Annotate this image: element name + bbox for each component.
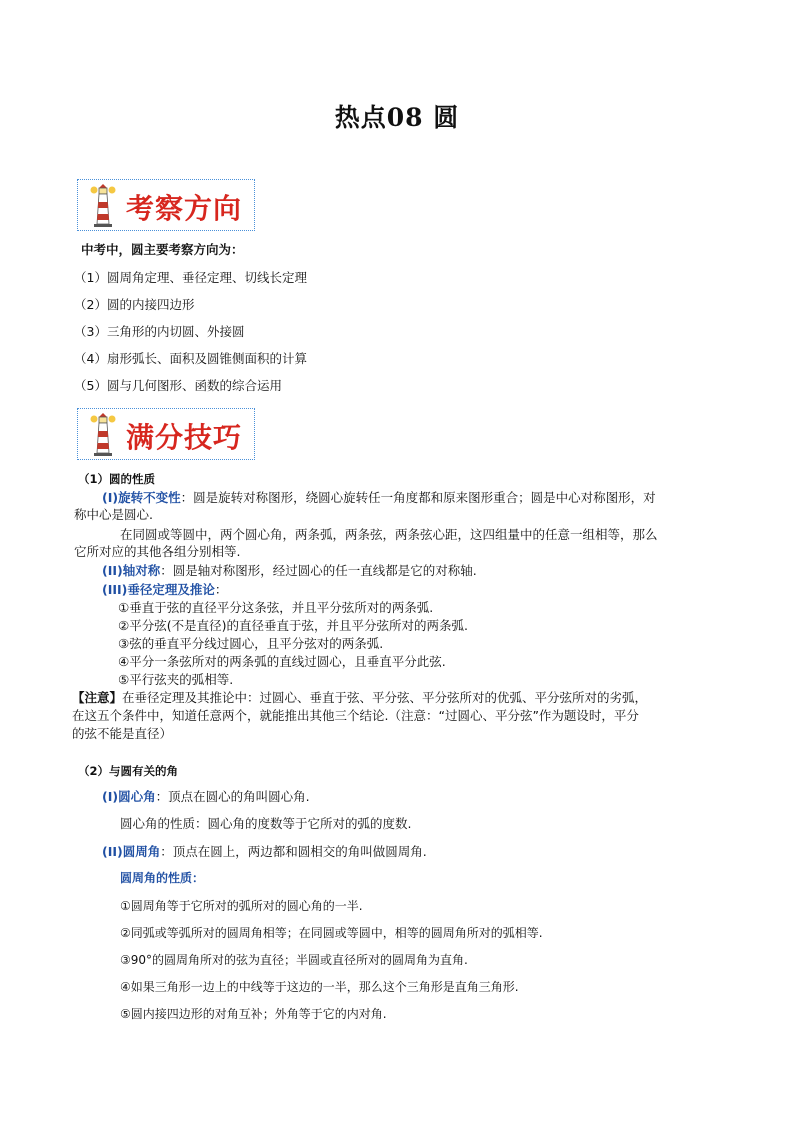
inscribed-item-5: ⑤圆内接四边形的对角互补；外角等于它的内对角. bbox=[120, 1007, 387, 1021]
exam-direction-banner bbox=[77, 179, 255, 231]
chord-item-3: ③弦的垂直平分线过圆心，且平分弦对的两条弧. bbox=[118, 636, 384, 651]
chord-heading bbox=[102, 581, 227, 598]
note-label: 【注意】 bbox=[72, 690, 123, 705]
axis-text: ：圆是轴对称图形，经过圆心的任一直线都是它的对称轴. bbox=[160, 563, 477, 578]
note-text-2: 在这五个条件中，知道任意两个，就能推出其他三个结论.（注意：“过圆心、平分弦”作为题设时，平分 bbox=[72, 708, 639, 723]
section-2-heading: （2）与圆有关的角 bbox=[78, 764, 179, 778]
banner-title: 满分技巧 bbox=[126, 421, 243, 454]
chord-label: (III)垂径定理及推论 bbox=[102, 582, 215, 597]
inscribed-item-4: ④如果三角形一边上的中线等于这边的一半，那么这个三角形是直角三角形. bbox=[120, 980, 519, 994]
section-1-heading: （1）圆的性质 bbox=[78, 472, 156, 486]
chord-item-4: ④平分一条弦所对的两条弧的直线过圆心，且垂直平分此弦. bbox=[118, 654, 446, 669]
exam-item-1: （1）圆周角定理、垂径定理、切线长定理 bbox=[74, 270, 307, 285]
axis-paragraph bbox=[102, 562, 477, 579]
full-score-skills-banner bbox=[77, 408, 255, 460]
lighthouse-icon bbox=[88, 411, 118, 457]
axis-label: (II)轴对称 bbox=[102, 563, 161, 578]
central-angle-label: (I)圆心角 bbox=[102, 789, 156, 804]
inscribed-angle-text: ：顶点在圆上，两边都和圆相交的角叫做圆周角. bbox=[160, 844, 427, 859]
chord-colon: ： bbox=[214, 582, 228, 597]
lighthouse-icon bbox=[88, 182, 118, 228]
inscribed-item-1: ①圆周角等于它所对的弧所对的圆心角的一半. bbox=[120, 899, 363, 913]
rotation-text-cont: 称中心是圆心. bbox=[74, 507, 153, 522]
page-title: 热点08 圆 bbox=[334, 103, 460, 132]
exam-intro: 中考中，圆主要考察方向为： bbox=[81, 242, 244, 257]
chord-item-5: ⑤平行弦夹的弧相等. bbox=[118, 672, 234, 687]
exam-item-4: （4）扇形弧长、面积及圆锥侧面积的计算 bbox=[74, 351, 307, 366]
central-angle-property: 圆心角的性质：圆心角的度数等于它所对的弧的度数. bbox=[120, 816, 412, 831]
rotation-text: ：圆是旋转对称图形，绕圆心旋转任一角度都和原来图形重合；圆是中心对称图形，对 bbox=[180, 490, 656, 505]
chord-item-2: ②平分弦(不是直径)的直径垂直于弦，并且平分弦所对的两条弧. bbox=[118, 618, 468, 633]
inscribed-angle-label: (II)圆周角 bbox=[102, 844, 161, 859]
rotation-label: (I)旋转不变性 bbox=[102, 490, 181, 505]
inscribed-item-3: ③90°的圆周角所对的弦为直径；半圆或直径所对的圆周角为直角. bbox=[120, 953, 468, 967]
note-paragraph bbox=[72, 689, 647, 706]
exam-item-3: （3）三角形的内切圆、外接圆 bbox=[74, 324, 245, 339]
inscribed-item-2: ②同弧或等弧所对的圆周角相等；在同圆或等圆中，相等的圆周角所对的弧相等. bbox=[120, 926, 543, 940]
rotation-paragraph bbox=[102, 489, 656, 506]
exam-item-5: （5）圆与几何图形、函数的综合运用 bbox=[74, 378, 282, 393]
central-angle-paragraph bbox=[102, 788, 310, 805]
exam-item-2: （2）圆的内接四边形 bbox=[74, 297, 195, 312]
chord-item-1: ①垂直于弦的直径平分这条弦，并且平分弦所对的两条弧. bbox=[118, 600, 434, 615]
inscribed-property-heading: 圆周角的性质： bbox=[120, 871, 205, 885]
equal-text-1: 在同圆或等圆中，两个圆心角，两条弧，两条弦，两条弦心距，这四组量中的任意一组相等，那么 bbox=[120, 527, 658, 542]
central-angle-text: ：顶点在圆心的角叫圆心角. bbox=[155, 789, 310, 804]
banner-title: 考察方向 bbox=[126, 192, 243, 225]
note-text-3: 的弦不能是直径） bbox=[72, 726, 173, 741]
equal-text-2: 它所对应的其他各组分别相等. bbox=[74, 544, 241, 559]
note-text-1: 在垂径定理及其推论中：过圆心、垂直于弦、平分弦、平分弦所对的优弧、平分弦所对的劣弧， bbox=[122, 690, 648, 705]
inscribed-angle-paragraph bbox=[102, 843, 427, 860]
